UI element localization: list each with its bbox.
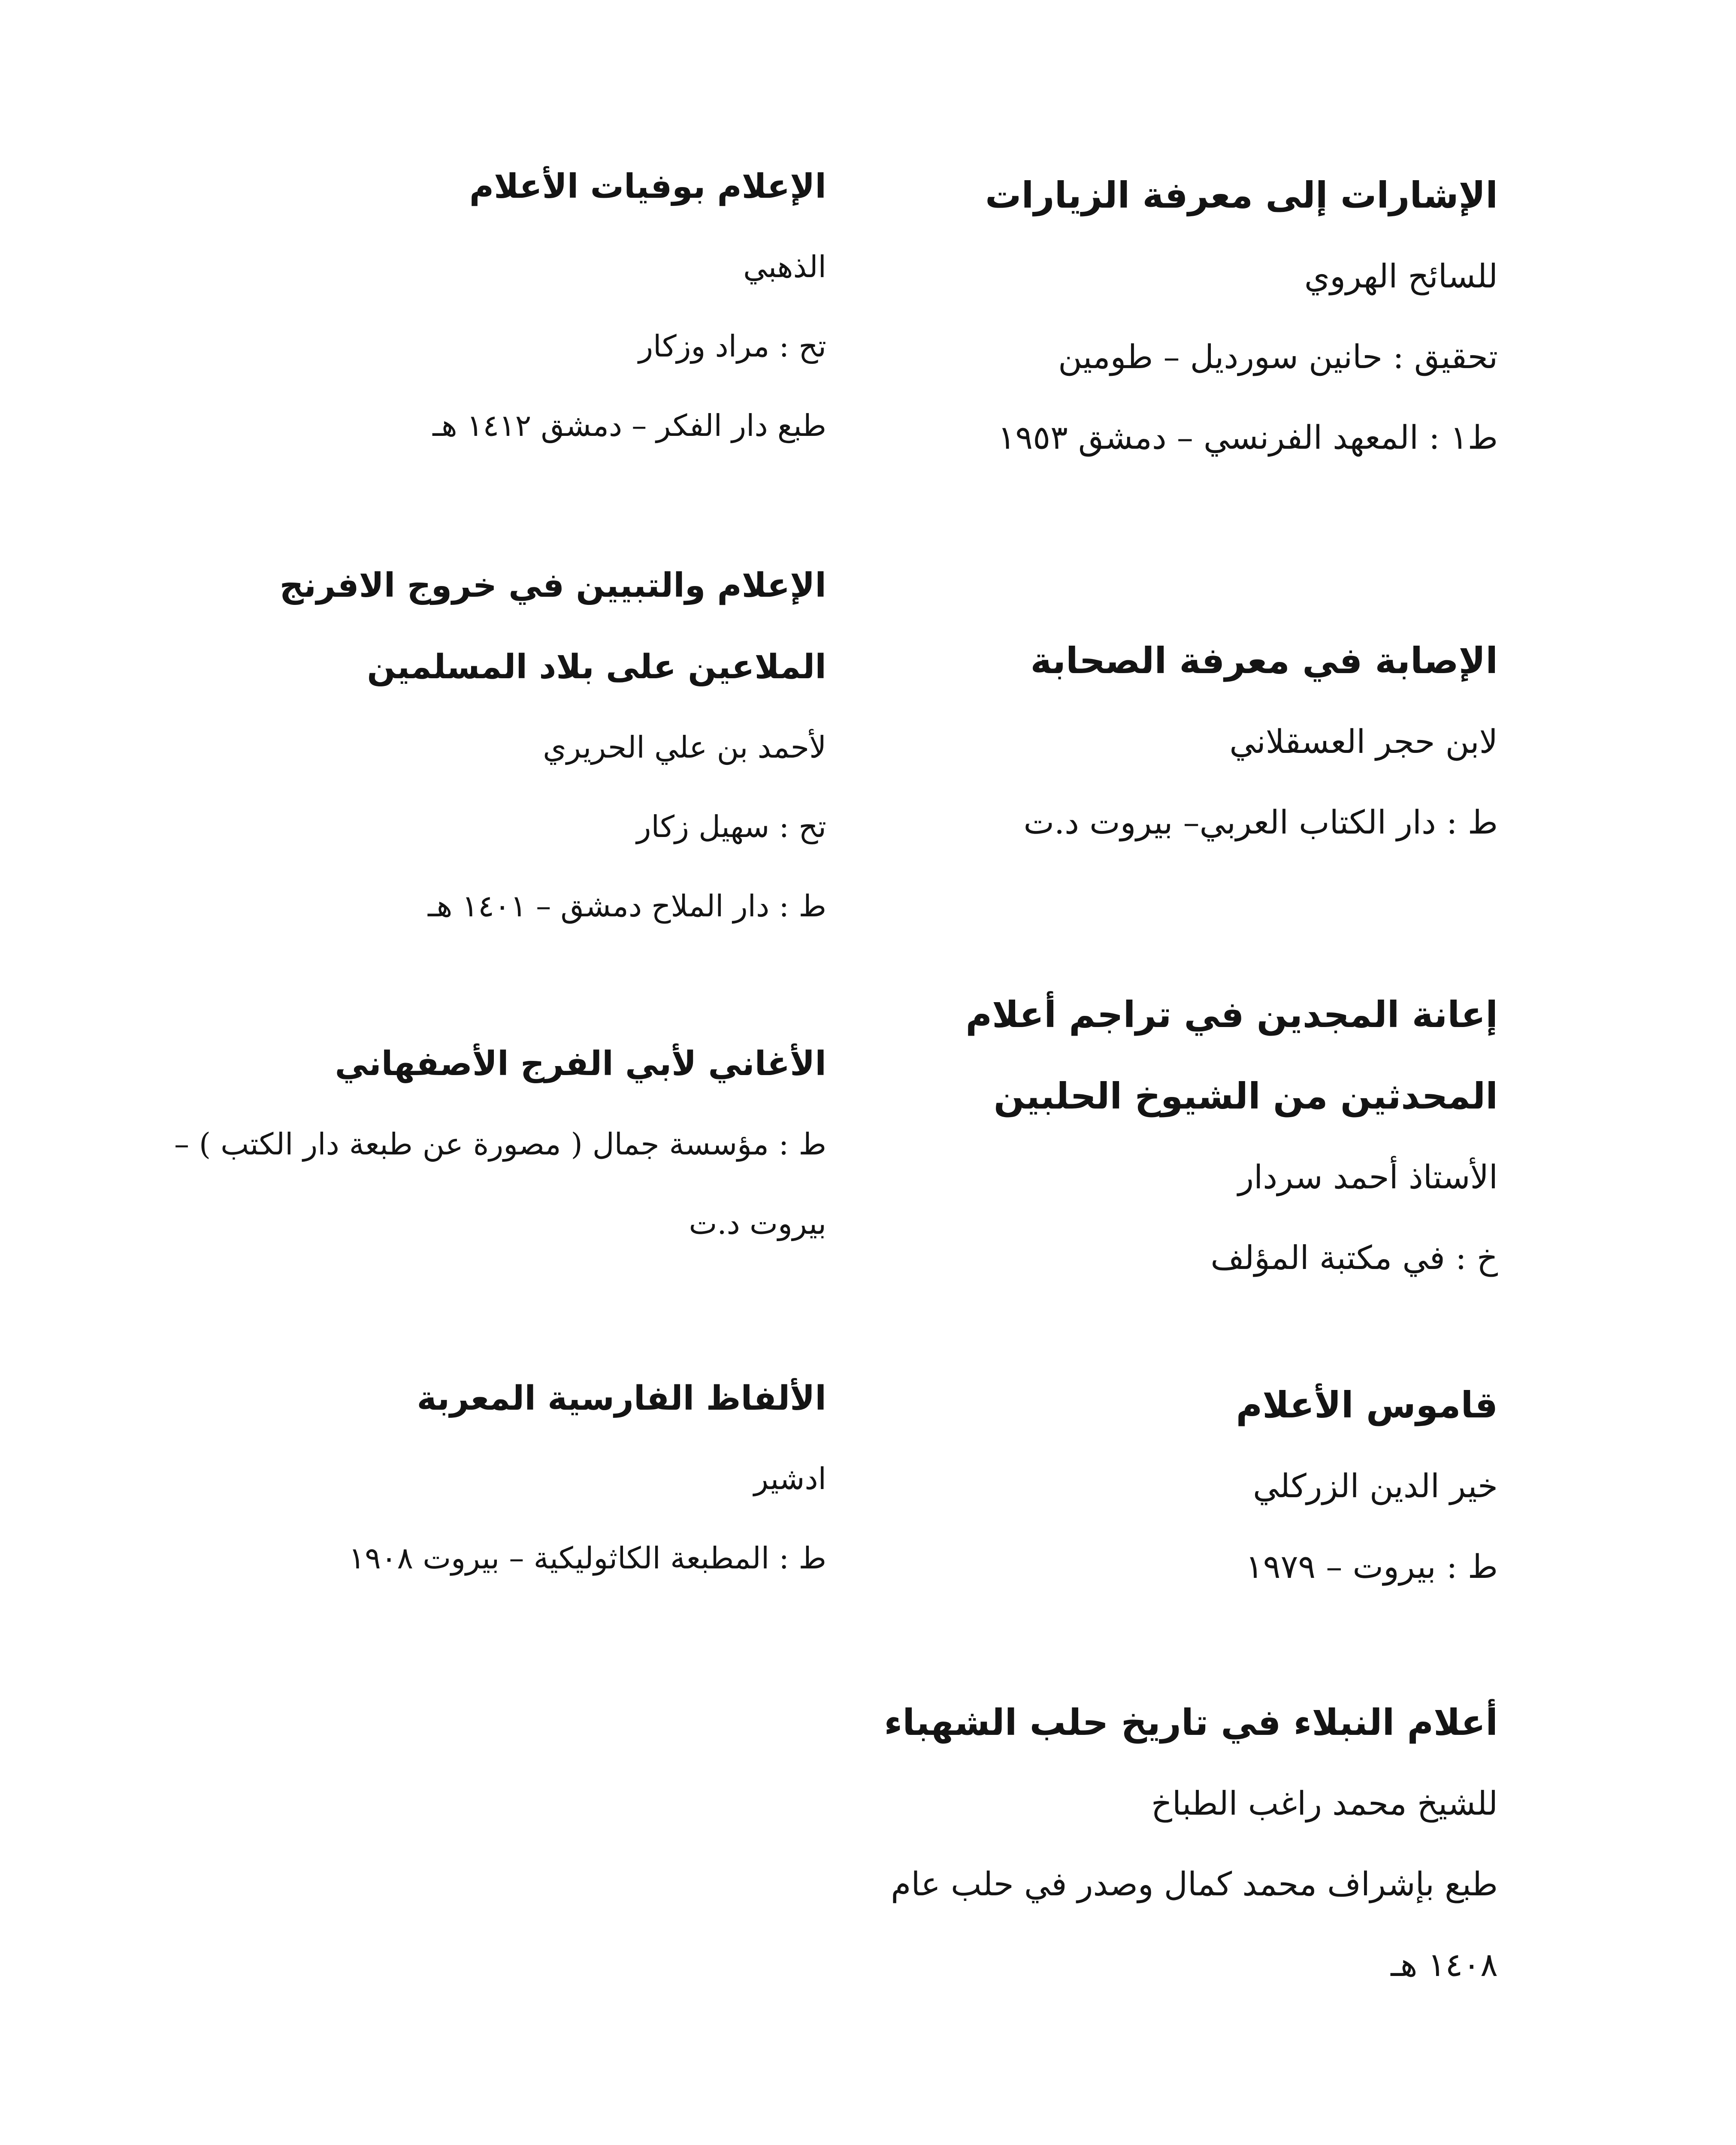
entry-title: الألفاظ الفارسية المعربة	[417, 1379, 826, 1418]
entry-publication: ط١ : المعهد الفرنسي – دمشق ١٩٥٣	[998, 418, 1498, 456]
bibliography-entry	[174, 1358, 826, 1598]
entry-author: لأحمد بن علي الحريري	[543, 730, 826, 765]
entry-editor: تح : سهيل زكار	[636, 809, 826, 844]
entry-author: للشيخ محمد راغب الطباخ	[1151, 1784, 1498, 1822]
entry-author: لابن حجر العسقلاني	[1229, 722, 1498, 761]
bibliography-entry	[876, 620, 1498, 863]
entry-publication: ط : دار الملاح دمشق – ١٤٠١ هـ	[427, 888, 826, 924]
bibliography-entry	[876, 1364, 1498, 1607]
entry-editor: تحقيق : حانين سورديل – طومين	[1058, 338, 1498, 376]
entry-title: أعلام النبلاء في تاريخ حلب الشهباء	[884, 1701, 1498, 1743]
bibliography-entry	[174, 545, 826, 946]
entry-publication: خ : في مكتبة المؤلف	[1210, 1239, 1498, 1277]
bibliography-entry	[876, 1682, 1498, 2005]
entry-author: الأستاذ أحمد سردار	[1238, 1158, 1498, 1196]
entry-publication: ط : مؤسسة جمال ( مصورة عن طبعة دار الكتب ) – بيروت د.ت	[174, 1127, 826, 1241]
entry-publication: طبع بإشراف محمد كمال وصدر في حلب عام ١٤٠٨ هـ	[891, 1865, 1498, 1984]
bibliography-entry	[174, 1023, 826, 1263]
entry-title: الإصابة في معرفة الصحابة	[1030, 640, 1498, 682]
bibliography-entry	[876, 154, 1498, 478]
entry-author: الذهبي	[743, 249, 826, 284]
entry-title: الإعلام بوفيات الأعلام	[469, 167, 826, 206]
entry-title: قاموس الأعلام	[1236, 1384, 1498, 1426]
entry-author: خير الدين الزركلي	[1253, 1467, 1498, 1505]
bibliography-entry	[174, 146, 826, 465]
entry-publication: ط : دار الكتاب العربي– بيروت د.ت	[1023, 803, 1498, 841]
bibliography-entry	[876, 974, 1498, 1298]
entry-publication: ط : بيروت – ١٩٧٩	[1245, 1547, 1498, 1586]
entry-title: إعانة المجدين في تراجم أعلام المحدثين من الشيوخ الحلبين	[965, 994, 1498, 1117]
entry-title: الإعلام والتبيين في خروج الافرنج الملاعين على بلاد المسلمين	[279, 566, 826, 686]
entry-title: الإشارات إلى معرفة الزيارات	[985, 174, 1498, 216]
entry-editor: تح : مراد وزكار	[638, 329, 826, 364]
entry-author: للسائح الهروي	[1304, 257, 1498, 295]
entry-title: الأغاني لأبي الفرج الأصفهاني	[335, 1045, 826, 1083]
entry-publication: ط : المطبعة الكاثوليكية – بيروت ١٩٠٨	[348, 1541, 826, 1576]
entry-publication: طبع دار الفكر – دمشق ١٤١٢ هـ	[432, 408, 826, 443]
entry-author: ادشير	[753, 1461, 826, 1496]
